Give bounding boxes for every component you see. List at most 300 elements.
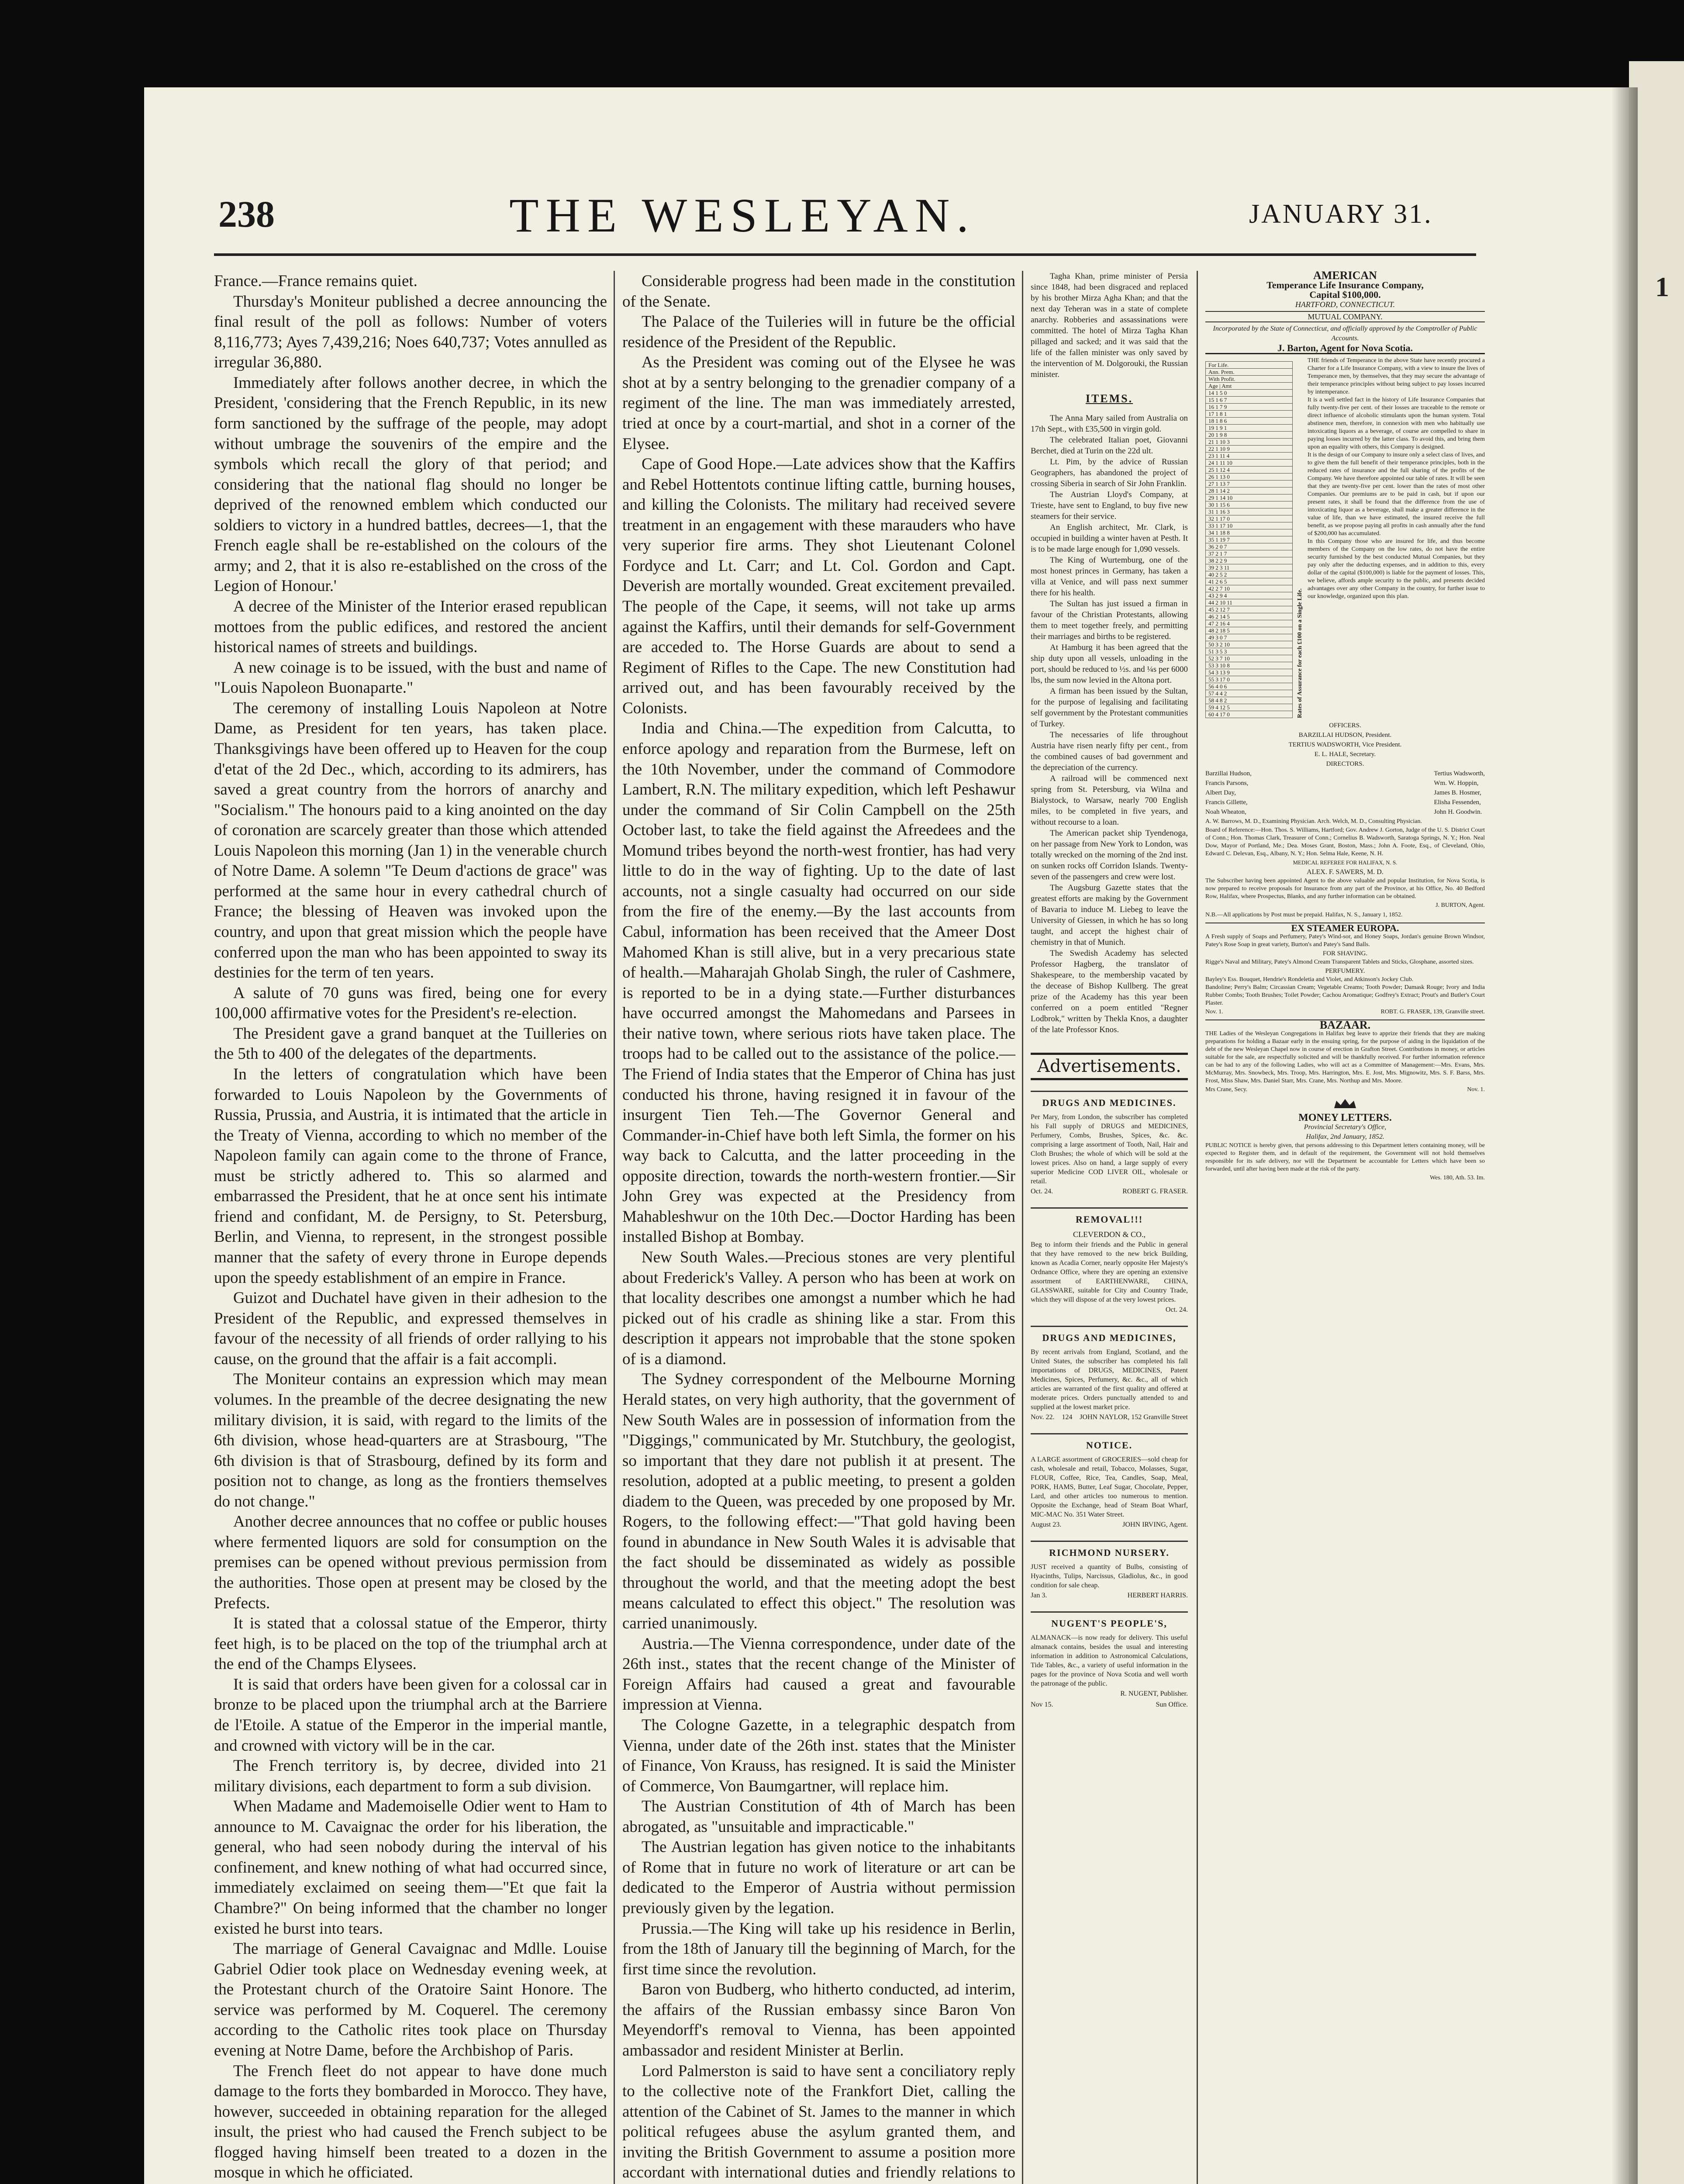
rate-age: 31	[1208, 508, 1214, 515]
rate-cell	[1206, 487, 1293, 494]
article-paragraph: A new coinage is to be issued, with the bust and name of "Louis Napoleon Buonaparte."	[214, 658, 607, 697]
rate-age: 40	[1208, 571, 1214, 578]
rate-row	[1206, 494, 1293, 501]
rate-age: 56	[1208, 683, 1214, 690]
rate-age: 30	[1208, 501, 1214, 508]
rates-table-body	[1206, 362, 1293, 718]
insurance-paragraph: It is the design of our Company to insure only a select class of lives, and to give them the full benefit of their temperance principles, both in the reduced rates of insurance and the full sharing of the profits of the Company. We have therefore appointed our table of rates. It will be seen that they are twenty-five per cent. lower than the rates of most other Companies. Our premiums are to be paid in cash, but if upon our present rates, it shall be found that the difference from the use of intoxicating liquor as a beverage, shall make a greater difference in the value of life, than we have estimated, the insured receive the full benefit, as we propose paying all profits in cash annually after the fund of $200,000 has accumulated.	[1308, 452, 1485, 537]
article-paragraph: As the President was coming out of the Elysee he was shot at by a sentry belonging to the grenadier company of a regiment of the line. The man was immediately arrested, tried at once by a court-martial, and shot in a corner of the Elysee.	[622, 353, 1015, 453]
rate-cell	[1206, 704, 1293, 711]
ad-date: Nov. 1.	[1467, 1086, 1485, 1093]
article-paragraph: The French fleet do not appear to have done much damage to the forts they bombarded in Morocco. They have, however, succeeded in obtaining reparation for the alleged insult, the priest who had caused the French subject to be flogged having himself been treated to a dozen in the mosque in which he officiated.	[214, 2061, 607, 2181]
rate-amount: 3 2 10	[1215, 641, 1230, 648]
rate-cell	[1206, 501, 1293, 508]
table-column-header: Age | Amt	[1206, 383, 1293, 390]
rate-age: 26	[1208, 473, 1214, 480]
article-paragraph: Austria.—The Vienna correspondence, under date of the 26th inst., states that the recent change of the Minister of Foreign Affairs had caused a great and favourable impression at Vienna.	[622, 1634, 1015, 1714]
perfumery-heading: PERFUMERY.	[1325, 968, 1365, 975]
rate-amount: 3 13 9	[1215, 669, 1230, 676]
rate-amount: 1 8 6	[1215, 418, 1227, 424]
rate-cell	[1206, 411, 1293, 418]
rates-table	[1205, 361, 1293, 718]
rate-amount: 2 14 5	[1215, 613, 1230, 620]
agent-notice: The Subscriber having been appointed Agent to the above valuable and popular Institution, for Nova Scotia, is now prepared to receive proposals for Insurance from any part of the Province, at his Office, No. 40 Bedford Row, Halifax, where Prospectus, Blanks, and any further information can be obtained.	[1205, 878, 1485, 900]
rate-age: 29	[1208, 494, 1214, 501]
rate-cell	[1206, 557, 1293, 564]
rate-amount: 1 14 2	[1215, 487, 1230, 494]
rate-amount: 2 1 7	[1215, 550, 1227, 557]
column-insurance-and-notices	[1205, 271, 1485, 1183]
rate-age: 25	[1208, 467, 1214, 473]
director: Wm. W. Hoppin,	[1434, 780, 1479, 787]
rate-amount: 1 6 7	[1215, 397, 1227, 403]
article-paragraph: It is said that orders have been given for a colossal car in bronze to be placed upon the triumphal arch at the Barriere de l'Etoile. A statue of the Emperor in the imperial mantle, and crowned with victory will be in the car.	[214, 1675, 607, 1754]
rate-cell	[1206, 662, 1293, 669]
paper-title: THE WESLEYAN.	[509, 189, 976, 242]
rate-age: 55	[1208, 676, 1214, 683]
rate-amount: 2 0 7	[1215, 543, 1227, 550]
rate-cell	[1206, 585, 1293, 592]
ad-almanack-body: ALMANACK—is now ready for delivery. This useful almanack contains, besides the usual and interesting information in addition to Astronomical Calculations, Tide Tables, &c., a variety of useful information in the pages for the province of Nova Scotia and well worth the patronage of the public.	[1031, 1634, 1188, 1687]
rate-amount: 1 17 0	[1215, 515, 1230, 522]
insurance-incorporation: Incorporated by the State of Connecticut, and officially approved by the Comptroller of Public Accounts.	[1213, 325, 1477, 342]
ad-notice-title: NOTICE.	[1031, 1433, 1188, 1451]
rate-cell	[1206, 480, 1293, 487]
rate-age: 60	[1208, 711, 1214, 718]
rate-row	[1206, 418, 1293, 425]
rate-age: 44	[1208, 599, 1214, 606]
insurance-paragraph: THE friends of Temperance in the above State have recently procured a Charter for a Life Insurance Company, with a view to insure the lives of Temperance men, by themselves, that they may secure the advantage of their temperance principles without being subject to pay losses incurred by intemperance.	[1308, 357, 1485, 395]
rate-row	[1206, 592, 1293, 599]
rate-age: 39	[1208, 564, 1214, 571]
rate-age: 37	[1208, 550, 1214, 557]
rate-cell	[1206, 550, 1293, 557]
shaving-heading: FOR SHAVING.	[1322, 950, 1368, 957]
board-of-reference: Board of Reference:—Hon. Thos. S. Williams, Hartford; Gov. Andrew J. Gorton, Judge of the U. S. District Court of Conn.; Hon. Thomas Clark, Treasurer of Conn.; Cornelius B. Wadsworth, Saratoga Springs, N. Y.; Hon. Neal Dow, Mayor of Portland, Me.; Dea. Moses Grant, Boston, Mass.; John A. Foote, Esq., of Cleveland, Ohio, Edward C. Delevan, Esq., Albany, N. Y.; Hon. Selma Hale, Keene, N. H.	[1205, 827, 1485, 857]
money-letters-body: PUBLIC NOTICE is hereby given, that persons addressing to this Department letters containing money, will be expected to Register them, and in default of the requirement, the Government will not hold themselves responsible for its safe delivery, nor will the Department be accountable for Letters which have been so forwarded, until after having been made at the risk of the party.	[1205, 1142, 1485, 1172]
rate-age: 46	[1208, 613, 1214, 620]
rate-row	[1206, 404, 1293, 411]
rate-amount: 1 10 3	[1215, 439, 1230, 445]
rate-age: 49	[1208, 634, 1214, 641]
column-rule	[614, 271, 615, 2184]
gutter-shadow	[1612, 87, 1638, 2184]
rate-age: 54	[1208, 669, 1214, 676]
article-paragraph: Considerable progress had been made in the constitution of the Senate.	[622, 272, 1015, 310]
rate-amount: 1 5 0	[1215, 390, 1227, 396]
rate-cell	[1206, 690, 1293, 697]
directors-heading: DIRECTORS.	[1326, 760, 1364, 767]
rate-amount: 1 19 7	[1215, 536, 1230, 543]
rate-cell	[1206, 418, 1293, 425]
issue-date: JANUARY 31.	[1249, 199, 1433, 229]
rate-age: 47	[1208, 620, 1214, 627]
article-paragraph: The President gave a grand banquet at the Tuilleries on the 5th to 400 of the delegates of the departments.	[214, 1024, 607, 1063]
rate-cell	[1206, 390, 1293, 397]
rate-amount: 2 18 5	[1215, 627, 1230, 634]
rate-age: 51	[1208, 648, 1214, 655]
rate-row	[1206, 613, 1293, 620]
rate-age: 19	[1208, 425, 1214, 431]
rate-age: 22	[1208, 446, 1214, 452]
rate-row	[1206, 676, 1293, 683]
bazaar-signature	[1205, 1085, 1485, 1095]
insurance-mutual: MUTUAL COMPANY.	[1205, 311, 1485, 322]
article-paragraph: The Sydney correspondent of the Melbourne Morning Herald states, on very high authority, that the government of New South Wales are in possession of information from the "Diggings," communicated by Mr. Stutchbury, the geologist, so important that they dare not publish it at present. The resolution, adopted at a public meeting, to present a golden diadem to the Queen, was preceded by one proposed by Mr. Rogers, to the following effect:—"That gold having been found in abundance in New South Wales it is advisable that the fact should be disseminated as widely as possible throughout the world, and that the meeting adopt the best means calculated to effect this object." The resolution was carried unanimously.	[622, 1370, 1015, 1632]
rate-row	[1206, 390, 1293, 397]
crown-ornament-icon	[1332, 1097, 1358, 1110]
rate-age: 36	[1208, 543, 1214, 550]
rate-cell	[1206, 571, 1293, 578]
ad-drugs2-body: By recent arrivals from England, Scotland, and the United States, the subscriber has completed his fall importations of DRUGS, MEDICINES, Patent Medicines, Spices, Perfumery, &c. &c., all of which articles are warranted of the first quality and offered at moderate prices. Orders punctually attended to and supplied at the lowest market price.	[1031, 1348, 1188, 1411]
rate-row	[1206, 397, 1293, 404]
ad-almanack-signature	[1031, 1699, 1188, 1710]
money-letters-date: Halifax, 2nd January, 1852.	[1306, 1133, 1384, 1140]
rate-row	[1206, 529, 1293, 536]
rate-amount: 4 17 0	[1215, 711, 1230, 718]
article-paragraph: France.—France remains quiet.	[214, 272, 418, 290]
rate-row	[1206, 536, 1293, 543]
insurance-place: HARTFORD, CONNECTICUT.	[1295, 300, 1395, 309]
rate-age: 58	[1208, 697, 1214, 704]
rate-row	[1206, 578, 1293, 585]
director: Barzillai Hudson,	[1205, 770, 1252, 777]
masthead-rule	[214, 253, 1476, 256]
rate-amount: 2 9 4	[1215, 592, 1227, 599]
rate-cell	[1206, 397, 1293, 404]
ad-nursery-body: JUST received a quantity of Bulbs, consisting of Hyacinths, Tulips, Narcissus, Gladiolus, &c., in good condition for sale cheap.	[1031, 1563, 1188, 1589]
physicians-note: A. W. Barrows, M. D., Examining Physician. Arch. Welch, M. D., Consulting Physician.	[1205, 818, 1422, 825]
rate-amount: 3 10 8	[1215, 662, 1230, 669]
rate-row	[1206, 522, 1293, 529]
rate-age: 32	[1208, 515, 1214, 522]
rate-amount: 1 9 1	[1215, 425, 1227, 431]
rate-age: 16	[1208, 404, 1214, 410]
rate-amount: 3 7 10	[1215, 655, 1230, 662]
rate-age: 17	[1208, 411, 1214, 417]
ad-signer: HERBERT HARRIS.	[1127, 1592, 1188, 1599]
rate-row	[1206, 515, 1293, 522]
article-paragraph: In the letters of congratulation which have been forwarded to Louis Napoleon by the Governments of Russia, Prussia, and Austria, it is intimated that the article in the Treaty of Vienna, according to which no member of the Napoleon family can again come to the throne of France, must be strictly adhered to. This so alarmed and embarrassed the President, that he at once sent his intimate friend and confidant, M. de Persigny, to St. Petersburg, Berlin, and Vienna, to represent, in the strongest possible manner that the safety of every throne in Europe depends upon the speedy establishment of an empire in France.	[214, 1064, 607, 1286]
rate-amount: 1 7 9	[1215, 404, 1227, 410]
director: James B. Hosmer,	[1434, 789, 1481, 796]
rate-age: 57	[1208, 690, 1214, 697]
rate-amount: 2 16 4	[1215, 620, 1230, 627]
insurance-paragraph: It is a well settled fact in the history of Life Insurance Companies that fully twenty-five per cent. of their losses are traceable to the remote or direct influence of alcoholic stimulants upon the human system. Total abstinence men, therefore, in connexion with men who habitually use intoxicating liquors as a beverage, of course are compelled to share in paying losses incurred by the latter class. To avoid this, and bring them upon an equality with others, this Company is designed.	[1308, 397, 1485, 450]
rate-amount: 4 4 2	[1215, 690, 1227, 697]
rate-cell	[1206, 592, 1293, 599]
rates-vertical-caption: Rates of Assurance for each £100 on a Single Life.	[1297, 588, 1303, 718]
bazaar-title: BAZAAR.	[1205, 1019, 1485, 1030]
rate-age: 27	[1208, 480, 1214, 487]
rate-amount: 3 5 3	[1215, 648, 1227, 655]
insurance-rates-block	[1205, 357, 1485, 718]
rate-row	[1206, 473, 1293, 480]
rate-amount: 4 12 5	[1215, 704, 1230, 711]
rate-row	[1206, 550, 1293, 557]
article-paragraph: The Moniteur contains an expression which may mean volumes. In the preamble of the decree designating the new military division, it is said, with regard to the limits of the 6th division, whose head-quarters are at Strasbourg, "The 6th division is that of Strasbourg, defined by its form and position not to change, as long as the frontiers themselves do not change."	[214, 1370, 607, 1510]
rate-age: 24	[1208, 460, 1214, 466]
rate-amount: 1 16 3	[1215, 508, 1230, 515]
masthead	[0, 0, 1485, 280]
rate-row	[1206, 690, 1293, 697]
article-paragraph: A salute of 70 guns was fired, being one for every 100,000 affirmative votes for the President's re-election.	[214, 983, 607, 1022]
rate-age: 28	[1208, 487, 1214, 494]
rate-amount: 3 17 0	[1215, 676, 1230, 683]
officer: E. L. HALE, Secretary.	[1314, 751, 1376, 758]
article-paragraph: When Madame and Mademoiselle Odier went to Ham to announce to M. Cavaignac the order for his liberation, the general, who had seen nobody during the interval of his confinement, and knew nothing of what had occurred since, immediately exclaimed on seeing them—"Et que fait la Chambre?" On being informed that the chamber no longer existed he burst into tears.	[214, 1797, 607, 1937]
article-paragraph: The Cologne Gazette, in a telegraphic despatch from Vienna, under date of the 26th inst. states that the Minister of Finance, Von Krauss, has resigned. It is said the Minister of Commerce, Von Baumgartner, will replace him.	[622, 1715, 1015, 1795]
ad-date: Nov. 1.	[1205, 1009, 1223, 1015]
ad-drugs-title: DRUGS AND MEDICINES.	[1031, 1091, 1188, 1108]
table-header-cell: With Profit.	[1206, 376, 1293, 383]
rate-cell	[1206, 467, 1293, 473]
ad-removal-firm: CLEVERDON & CO.,	[1073, 1230, 1146, 1239]
director: Albert Day,	[1205, 789, 1236, 796]
rate-row	[1206, 634, 1293, 641]
rate-row	[1206, 501, 1293, 508]
rate-age: 38	[1208, 557, 1214, 564]
ad-date: August 23.	[1031, 1521, 1062, 1528]
page-number: 238	[218, 193, 275, 235]
insurance-agent: J. Barton, Agent for Nova Scotia.	[1205, 343, 1485, 354]
rate-row	[1206, 627, 1293, 634]
rate-cell	[1206, 439, 1293, 446]
rate-age: 41	[1208, 578, 1214, 585]
rate-age: 52	[1208, 655, 1214, 662]
rate-age: 21	[1208, 439, 1214, 445]
rate-amount: 2 5 2	[1215, 571, 1227, 578]
article-paragraph: The marriage of General Cavaignac and Mdlle. Louise Gabriel Odier took place on Wednesday evening week, at the Protestant church of the Oratoire Saint Honore. The service was performed by M. Coquerel. The ceremony according to the Catholic rites took place on Thursday evening at Notre Dame, before the Archbishop of Paris.	[214, 1939, 607, 2059]
rate-age: 50	[1208, 641, 1214, 648]
rate-row	[1206, 711, 1293, 718]
ad-date: Oct. 24.	[1031, 1188, 1053, 1195]
rate-row	[1206, 683, 1293, 690]
rate-age: 33	[1208, 522, 1214, 529]
officer: TERTIUS WADSWORTH, Vice President.	[1288, 741, 1402, 748]
rate-amount: 1 9 8	[1215, 432, 1227, 438]
rate-amount: 2 10 11	[1215, 599, 1232, 606]
ad-signer: ROBERT G. FRASER.	[1122, 1188, 1188, 1195]
article-paragraph: A decree of the Minister of the Interior erased republican mottoes from the public edifices, and restored the ancient historical names of streets and buildings.	[214, 597, 607, 656]
rate-cell	[1206, 508, 1293, 515]
item-paragraph: The celebrated Italian poet, Giovanni Berchet, died at Turin on the 22d ult.	[1031, 435, 1188, 456]
ad-nursery-signature	[1031, 1590, 1188, 1601]
article-paragraph: The French territory is, by decree, divided into 21 military divisions, each department to form a sub division.	[214, 1756, 607, 1795]
rate-amount: 4 8 2	[1215, 697, 1227, 704]
rate-row	[1206, 446, 1293, 453]
article-paragraph: Immediately after follows another decree, in which the President, 'considering that the French Republic, in its new form sanctioned by the suffrage of the people, may adopt without umbrage the souvenirs of the empire and the symbols which recall the glory of that period; and considering that the national flag should no longer be deprived of the renowned emblem which conducted our soldiers to victory in a hundred battles, decrees—1, that the French eagle shall be re-established on the colours of the army; and 2, that it is also re-established on the cross of the Legion of Honour.'	[214, 373, 607, 595]
ad-office: Sun Office.	[1156, 1701, 1188, 1708]
rate-amount: 2 2 9	[1215, 557, 1227, 564]
article-paragraph: The Austrian legation has given notice to the inhabitants of Rome that in future no work of literature or art can be dedicated to the Emperor of Austria without permission previously given by the legation.	[622, 1838, 1015, 1917]
ad-almanack-publisher: R. NUGENT, Publisher.	[1120, 1690, 1188, 1697]
rate-row	[1206, 599, 1293, 606]
rate-cell	[1206, 473, 1293, 480]
rate-row	[1206, 620, 1293, 627]
bazaar-body: THE Ladies of the Wesleyan Congregations in Halifax beg leave to apprize their friends that they are making preparations for holding a Bazaar early in the ensuing spring, for the purpose of aiding in the liquidation of the debt of the new Wesleyan Chapel now in course of erection in Grafton Street. Contributions in money, or articles suitable for the sale, are respectfully solicited and will be thankfully received. For further information reference can be had to any of the following Ladies, who will act as a Committee of Management:—Mrs. Evans, Mrs. McMurray, Mrs. Snowbeck, Mrs. Troop, Mrs. Harrington, Mrs. E. Jost, Mrs. Mignowitz, Mrs. S. F. Barss, Mrs. Frost, Miss Shaw, Mrs. Daniel Starr, Mrs. Crane, Mrs. Northup and Mrs. Moore.	[1205, 1030, 1485, 1084]
rate-amount: 1 11 10	[1215, 460, 1232, 466]
column-items-and-advertisements	[1031, 271, 1188, 1710]
rate-amount: 1 12 4	[1215, 467, 1230, 473]
director: Elisha Fessenden,	[1434, 799, 1481, 806]
article-paragraph: The Palace of the Tuileries will in future be the official residence of the President of the Republic.	[622, 312, 1015, 351]
rate-age: 42	[1208, 585, 1214, 592]
rate-cell	[1206, 432, 1293, 439]
money-letters-office: Provincial Secretary's Office,	[1304, 1123, 1387, 1131]
item-paragraph: Lt. Pim, by the advice of Russian Geographers, has abandoned the project of crossing Siberia in search of Sir John Franklin.	[1031, 457, 1188, 488]
rate-amount: 1 14 10	[1215, 494, 1233, 501]
rate-amount: 1 18 8	[1215, 529, 1230, 536]
money-letters-foot: Wes. 180, Ath. 53. Im.	[1429, 1175, 1485, 1181]
item-paragraph: The Austrian Lloyd's Company, at Trieste, have sent to England, to buy five new steamers for their service.	[1031, 490, 1188, 521]
perfumery-more: Bandoline; Perry's Balm; Circassian Cream; Vegetable Creams; Tooth Powder; Damask Rouge; Ivory and India Rubber Combs; Tooth Brushes; Toilet Powder; Cachou Aromatique; Godfrey's Extract; Prout's and Butler's Court Plaster.	[1205, 984, 1485, 1006]
rate-amount: 1 8 1	[1215, 411, 1227, 417]
item-paragraph: The Augsburg Gazette states that the greatest efforts are making by the Government of Bavaria to induce M. Liebeg to leave the University of Giessen, in which he has so long taught, and accept the highest chair of chemistry in that of Munich.	[1031, 883, 1188, 947]
ad-removal-body: Beg to inform their friends and the Public in general that they have removed to the new brick Building, known as Acadia Corner, nearly opposite Her Majesty's Ordnance Office, where they are opening an extensive assortment of EARTHENWARE, CHINA, GLASSWARE, suitable for City and Country Trade, which they will dispose of at the very lowest prices.	[1031, 1241, 1188, 1303]
rate-amount: 2 6 5	[1215, 578, 1227, 585]
rate-age: 20	[1208, 432, 1214, 438]
rate-cell	[1206, 648, 1293, 655]
shaving-body: Rigge's Naval and Military, Patey's Almond Cream Transparent Tablets and Sticks, Glosphane, assorted sizes.	[1205, 959, 1474, 965]
rate-cell	[1206, 536, 1293, 543]
rate-row	[1206, 425, 1293, 432]
officer: BARZILLAI HUDSON, President.	[1298, 732, 1392, 739]
rate-row	[1206, 432, 1293, 439]
article-paragraph: Thursday's Moniteur published a decree announcing the final result of the poll as follows: Number of voters 8,116,773; Ayes 7,439,216; Noes 640,737; Votes annulled as irregular 36,880.	[214, 292, 607, 371]
rate-age: 34	[1208, 529, 1214, 536]
ad-removal-signature	[1031, 1304, 1188, 1315]
directors-right	[1434, 769, 1485, 817]
article-paragraph: It is stated that a colossal statue of the Emperor, thirty feet high, is to be placed on the top of the triumphal arch at the end of the Champs Elysees.	[214, 1614, 607, 1673]
agent-signature: J. BURTON, Agent.	[1436, 902, 1485, 909]
rate-row	[1206, 606, 1293, 613]
article-paragraph: Another decree announces that no coffee or public houses where fermented liquors are sold for consumption on the premises can be opened without previous permission from the authorities. Those open at present may be closed by the Prefects.	[214, 1512, 607, 1612]
rate-cell	[1206, 446, 1293, 453]
rate-cell	[1206, 522, 1293, 529]
ad-date: Nov 15.	[1031, 1701, 1053, 1708]
medical-referee-name: ALEX. F. SAWERS, M. D.	[1307, 868, 1384, 876]
ad-signer: JOHN IRVING, Agent.	[1122, 1521, 1188, 1528]
rate-row	[1206, 571, 1293, 578]
table-header-cell: Ann. Prem.	[1206, 369, 1293, 376]
rate-row	[1206, 460, 1293, 467]
rate-age: 53	[1208, 662, 1214, 669]
rate-amount: 1 17 10	[1215, 522, 1233, 529]
rate-amount: 1 10 9	[1215, 446, 1230, 452]
rate-amount: 3 0 7	[1215, 634, 1227, 641]
rate-row	[1206, 704, 1293, 711]
article-paragraph: India and China.—The expedition from Calcutta, to enforce apology and reparation from the Burmese, left on the 10th November, under the command of Commodore Lambert, R.N. The military expedition, which left Peshawur under the command of Sir Colin Campbell on the 25th October last, to take the field against the Afreedees and the Momund tribes beyond the north-west frontier, has had very little to do in the way of fighting. Up to the date of last accounts, not a single casualty had occurred on our side from the fire of the enemy.—By the last accounts from Cabul, information has been received that the Ameer Dost Mahomed Khan is still alive, but in a very precarious state of health.—Maharajah Gholab Singh, the ruler of Cashmere, is reported to be in a dying state.—Further disturbances have occurred amongst the Mahomedans and Parsees in their native town, where serious riots have taken place. The troops had to be called out to the assistance of the police.—The Friend of India states that the Emperor of China has just conducted his throne, having resigned it in favour of the insurgent Tien Teh.—The Governor General and Commander-in-Chief have both left Simla, the former on his way back to Calcutta, and the latter proceeding in the opposite direction, towards the north-western frontier.—Sir John Grey was expected at the Presidency from Mahableshwur on the 10th Dec.—Doctor Harding has been installed Bishop at Bombay.	[622, 719, 1015, 1246]
insurance-company-name: Temperance Life Insurance Company,	[1266, 280, 1424, 290]
rate-cell	[1206, 711, 1293, 718]
directors-list	[1205, 769, 1485, 817]
rate-cell	[1206, 460, 1293, 467]
item-paragraph: A firman has been issued by the Sultan, for the purpose of legalising and facilitating self government by the Protestant communities of Turkey.	[1031, 687, 1188, 729]
item-paragraph: The Anna Mary sailed from Australia on 17th Sept., with £35,500 in virgin gold.	[1031, 414, 1188, 434]
director: Francis Parsons,	[1205, 780, 1249, 787]
column-rule	[1022, 271, 1023, 2184]
rate-amount: 2 3 11	[1215, 564, 1230, 571]
director: Francis Gillette,	[1205, 799, 1248, 806]
rate-cell	[1206, 627, 1293, 634]
rate-cell	[1206, 578, 1293, 585]
item-paragraph: An English architect, Mr. Clark, is occupied in building a winter haven at Pesth. It is to be made large enough for 1,090 vessels.	[1031, 523, 1188, 554]
rate-cell	[1206, 515, 1293, 522]
ad-number: 124	[1062, 1413, 1073, 1421]
rate-amount: 1 11 4	[1215, 453, 1230, 459]
insurance-capital: Capital $100,000.	[1309, 289, 1381, 300]
rate-row	[1206, 655, 1293, 662]
europa-body: A Fresh supply of Soaps and Perfumery, Patey's Wind-sor, and Honey Soaps, Jordan's genuine Brown Windsor, Patey's Rose Soap in great variety, Burton's and Patey's Sand Balls.	[1205, 933, 1485, 948]
director: John H. Goodwin.	[1434, 809, 1482, 816]
insurance-heading: AMERICAN	[1313, 269, 1377, 282]
money-letters-title: MONEY LETTERS.	[1298, 1112, 1392, 1123]
article-paragraph: Tagha Khan, prime minister of Persia since 1848, had been disgraced and replaced by his brother Mirza Agha Khan; and that the next day Teheran was in a state of complete anarchy. Robberies and assassinations were committed. The hotel of Mirza Tagha Khan pillaged and sacked; and it was said that the life of the fallen minister was only saved by the intervention of M. Dolgorouki, the Russian minister.	[1031, 272, 1188, 379]
ad-signer: ROBT. G. FRASER, 139, Granville street.	[1380, 1009, 1485, 1015]
rate-age: 48	[1208, 627, 1214, 634]
ad-drugs-body: Per Mary, from London, the subscriber has completed his Fall supply of DRUGS and MEDICINES, Perfumery, Combs, Brushes, Spices, &c. &c. comprising a large assortment of Tooth, Nail, Hair and Cloth Brushes; the whole of which will be sold at the lowest prices. Also on hand, a large supply of every superior Medicine COD LIVER OIL, wholesale or retail.	[1031, 1113, 1188, 1185]
perfumery-signature	[1205, 1007, 1485, 1017]
rate-cell	[1206, 641, 1293, 648]
ad-almanack-title: NUGENT'S PEOPLE'S,	[1031, 1611, 1188, 1629]
ad-date: Jan 3.	[1031, 1592, 1047, 1599]
rate-amount: 1 13 0	[1215, 473, 1230, 480]
rate-cell	[1206, 669, 1293, 676]
rate-cell	[1206, 564, 1293, 571]
ad-signer: JOHN NAYLOR, 152 Granville Street	[1080, 1413, 1188, 1421]
article-paragraph: The Austrian Constitution of 4th of March has been abrogated, as "unsuitable and impracticable."	[622, 1797, 1015, 1835]
insurance-paragraph: In this Company those who are insured for life, and thus become members of the Company on the low rates, do not have the entire security furnished by the best conducted Mutual Companies, but they pay only after the deducting expenses, and in addition to this, every dollar of the capital ($100,000) is liable for the payment of losses. This, we believe, affords ample security to the public, and presents decided advantages over any other Company in the country, for further issue to our knowledge, organized upon this plan.	[1308, 538, 1485, 600]
ad-date: Oct. 24.	[1165, 1306, 1188, 1313]
rate-row	[1206, 641, 1293, 648]
bazaar-secretary: Mrs Crane, Secy.	[1205, 1086, 1248, 1093]
article-paragraph: New South Wales.—Precious stones are very plentiful about Frederick's Valley. A person who has been at work on that locality describes one amongst a number which he had picked out of his cradle as shining like a star. From this description it appears not improbable that the stone spoken of is a diamond.	[622, 1248, 1015, 1368]
rate-row	[1206, 411, 1293, 418]
director: Tertius Wadsworth,	[1434, 770, 1485, 777]
rate-row	[1206, 508, 1293, 515]
rate-cell	[1206, 683, 1293, 690]
rate-amount: 2 7 10	[1215, 585, 1230, 592]
items-heading: ITEMS.	[1085, 392, 1133, 405]
ad-date: Nov. 22.	[1031, 1413, 1055, 1421]
rate-row	[1206, 697, 1293, 704]
rate-row	[1206, 648, 1293, 655]
rate-cell	[1206, 529, 1293, 536]
rate-row	[1206, 439, 1293, 446]
next-page-number: 1	[1655, 271, 1669, 302]
ad-nursery-title: RICHMOND NURSERY.	[1031, 1541, 1188, 1558]
article-paragraph: Prussia.—The King will take up his residence in Berlin, from the 18th of January till the beginning of March, for the first time since the revolution.	[622, 1919, 1015, 1978]
agent-note: N.B.—All applications by Post must be prepaid. Halifax, N. S., January 1, 1852.	[1205, 912, 1403, 918]
rate-cell	[1206, 676, 1293, 683]
item-paragraph: A railroad will be commenced next spring from St. Petersburg, via Wilna and Bialystock, to Warsaw, nearly 700 English miles, to be completed in five years, and without recourse to a loan.	[1031, 774, 1188, 827]
rate-row	[1206, 662, 1293, 669]
rate-age: 23	[1208, 453, 1214, 459]
ad-notice-body: A LARGE assortment of GROCERIES—sold cheap for cash, wholesale and retail, Tobacco, Molasses, Sugar, FLOUR, Coffee, Rice, Tea, Candles, Soap, Meal, PORK, HAMS, Butter, Leaf Sugar, Chocolate, Pepper, Lard, and other articles too numerous to mention. Opposite the Exchange, head of Steam Boat Wharf, MIC-MAC No. 351 Water Street.	[1031, 1456, 1188, 1518]
item-paragraph: The King of Wurtemburg, one of the most honest princes in Germany, has taken a villa at Venice, and will pass next summer there for his health.	[1031, 556, 1188, 598]
article-paragraph: The ceremony of installing Louis Napoleon at Notre Dame, as President for ten years, has taken place. Thanksgivings have been offered up to Heaven for the coup d'etat of the 2d Dec., which, according to its admirers, has saved a great country from the horrors of anarchy and "Socialism." The honours paid to a king anointed on the day of coronation are scarcely greater than those which attended Louis Napoleon this morning (Jan 1) in the venerable church of Notre Dame. A solemn "Te Deum d'actions de grace" was performed at the same hour in every cathedral church of France; the blessing of Heaven was invoked upon the country, and upon that great mission which the people have conferred upon the man who has been appointed to sway its destinies for the term of ten years.	[214, 698, 607, 981]
rate-age: 15	[1208, 397, 1214, 403]
item-paragraph: The necessaries of life throughout Austria have risen nearly fifty per cent., from the combined causes of bad government and the depreciation of the currency.	[1031, 730, 1188, 772]
rate-row	[1206, 467, 1293, 473]
rate-cell	[1206, 599, 1293, 606]
article-paragraph: Baron von Budberg, who hitherto conducted, ad interim, the affairs of the Russian embassy since Baron Von Meyendorff's removal to Vienna, has been appointed ambassador and resident Minister at Berlin.	[622, 1980, 1015, 2059]
ad-drugs-signature	[1031, 1186, 1188, 1197]
column-foreign-news-continued	[622, 271, 1015, 2184]
insurance-description	[1308, 357, 1485, 718]
rate-row	[1206, 564, 1293, 571]
